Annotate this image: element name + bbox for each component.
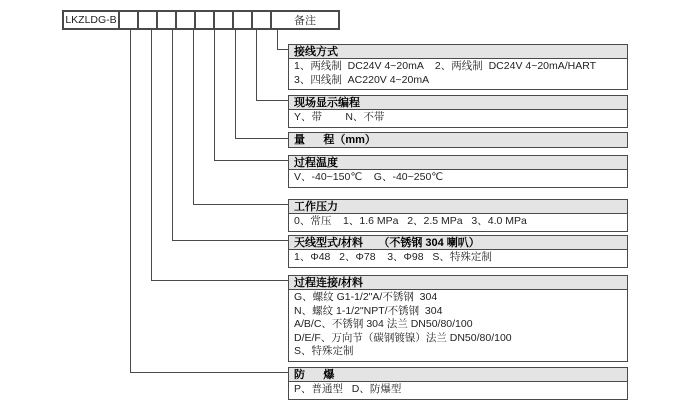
model-code-row [62,10,340,30]
section-working-pressure [288,199,628,232]
section-process-temperature [288,155,628,188]
model-prefix-box: LKZLDG-B [64,12,120,28]
section-title: 过程温度 [289,156,627,170]
section-title: 天线型式/材料 （不锈钢 304 喇叭） [289,236,627,250]
section-title: 防 爆 [289,368,627,382]
option-line: V、-40~150℃ G、-40~250℃ [294,171,444,183]
section-options [289,170,627,187]
code-cell-4 [177,12,196,28]
code-cell-7 [234,12,253,28]
section-antenna-type [288,235,628,268]
option-line: N、螺纹 1-1/2"NPT/不锈钢 304 [294,304,443,317]
option-line: 1、Φ48 2、Φ78 3、Φ98 S、特殊定制 [294,251,492,263]
section-options [289,290,627,361]
section-options [289,214,627,231]
code-cell-1 [120,12,139,28]
section-options [289,59,627,89]
option-line: D/E/F、万向节（碳钢镀镍）法兰 DN50/80/100 [294,331,512,344]
code-cell-5 [196,12,215,28]
code-cell-2 [139,12,158,28]
section-range [288,132,628,148]
option-line: P、普通型 D、防爆型 [294,383,402,395]
section-title: 工作压力 [289,200,627,214]
section-title: 量 程（mm） [289,133,627,147]
section-explosion-proof [288,367,628,400]
section-process-connection [288,275,628,362]
section-wiring-method [288,44,628,90]
section-title: 接线方式 [289,45,627,59]
code-cell-8 [253,12,272,28]
section-display-programming [288,95,628,128]
code-cell-6 [215,12,234,28]
option-line: 0、常压 1、1.6 MPa 2、2.5 MPa 3、4.0 MPa [294,215,527,227]
option-line: S、特殊定制 [294,345,354,357]
section-title: 过程连接/材料 [289,276,627,290]
remark-box: 备注 [294,15,316,27]
option-line: G、螺纹 G1-1/2"A/不锈钢 304 [294,291,438,303]
section-title: 现场显示编程 [289,96,627,110]
option-line: 3、四线制 AC220V 4~20mA [294,73,430,86]
code-cell-3 [158,12,177,28]
section-options [289,382,627,399]
option-line: Y、带 N、不带 [294,111,385,123]
option-line: A/B/C、不锈钢 304 法兰 DN50/80/100 [294,318,473,330]
option-line: 1、两线制 DC24V 4~20mA 2、两线制 DC24V 4~20mA/HART [294,60,597,72]
section-options [289,110,627,127]
section-options [289,250,627,267]
